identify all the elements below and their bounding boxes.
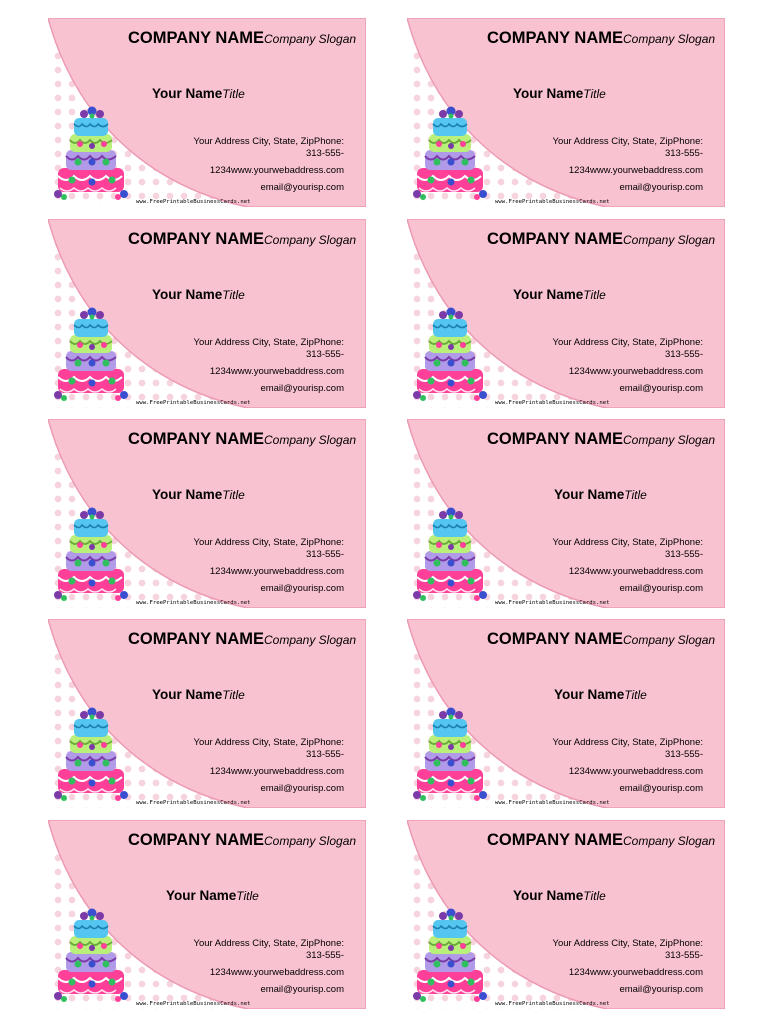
web-line: 1234www.yourwebaddress.com (568, 566, 703, 577)
person-name: Your Name (554, 687, 625, 702)
company-name: COMPANY NAME (487, 630, 623, 648)
company-line (487, 630, 715, 649)
wedding-cake-icon (52, 104, 132, 204)
company-name: COMPANY NAME (128, 430, 264, 448)
address-line: Your Address City, State, ZipPhone: (193, 938, 344, 949)
email-line: email@yourisp.com (260, 984, 344, 995)
company-line (128, 630, 356, 649)
phone-line: 313-555- (305, 148, 344, 159)
person-title: Title (624, 488, 647, 502)
email-line: email@yourisp.com (619, 182, 703, 193)
person-title: Title (222, 87, 245, 101)
contact-block (164, 938, 344, 996)
email-line: email@yourisp.com (260, 182, 344, 193)
company-slogan: Company Slogan (622, 633, 716, 647)
wedding-cake-icon (52, 505, 132, 605)
wedding-cake-icon (52, 906, 132, 1006)
footer-url: www.FreePrintableBusinessCards.net (495, 400, 610, 406)
company-name: COMPANY NAME (487, 430, 623, 448)
person-title: Title (222, 288, 245, 302)
company-slogan: Company Slogan (263, 433, 357, 447)
web-line: 1234www.yourwebaddress.com (568, 165, 703, 176)
person-title: Title (583, 889, 606, 903)
person-name: Your Name (513, 888, 584, 903)
phone-line: 313-555- (305, 749, 344, 760)
company-line (487, 430, 715, 449)
wedding-cake-icon (411, 906, 491, 1006)
company-line (128, 230, 356, 249)
footer-url: www.FreePrintableBusinessCards.net (495, 600, 610, 606)
footer-url: www.FreePrintableBusinessCards.net (136, 800, 251, 806)
company-name: COMPANY NAME (128, 831, 264, 849)
web-line: 1234www.yourwebaddress.com (568, 766, 703, 777)
business-card (407, 419, 725, 608)
wedding-cake-icon (52, 305, 132, 405)
web-line: 1234www.yourwebaddress.com (209, 165, 344, 176)
business-card (48, 219, 366, 408)
wedding-cake-icon (411, 705, 491, 805)
email-line: email@yourisp.com (260, 583, 344, 594)
person-title: Title (222, 488, 245, 502)
contact-block (523, 938, 703, 996)
company-slogan: Company Slogan (622, 834, 716, 848)
person-line (152, 286, 245, 304)
company-name: COMPANY NAME (487, 230, 623, 248)
phone-line: 313-555- (664, 148, 703, 159)
person-line (513, 286, 606, 304)
business-card (407, 820, 725, 1009)
business-card (48, 419, 366, 608)
footer-url: www.FreePrintableBusinessCards.net (495, 1001, 610, 1007)
person-name: Your Name (166, 888, 237, 903)
contact-block (164, 136, 344, 194)
web-line: 1234www.yourwebaddress.com (568, 366, 703, 377)
footer-url: www.FreePrintableBusinessCards.net (136, 600, 251, 606)
business-card (48, 619, 366, 808)
business-card (407, 619, 725, 808)
wedding-cake-icon (411, 305, 491, 405)
business-card (407, 219, 725, 408)
web-line: 1234www.yourwebaddress.com (209, 967, 344, 978)
company-slogan: Company Slogan (263, 32, 357, 46)
email-line: email@yourisp.com (619, 583, 703, 594)
email-line: email@yourisp.com (260, 383, 344, 394)
person-name: Your Name (513, 287, 584, 302)
person-name: Your Name (152, 287, 223, 302)
contact-block (164, 537, 344, 595)
company-line (128, 29, 356, 48)
address-line: Your Address City, State, ZipPhone: (193, 537, 344, 548)
person-line (554, 486, 647, 504)
person-title: Title (222, 688, 245, 702)
footer-url: www.FreePrintableBusinessCards.net (136, 199, 251, 205)
person-name: Your Name (152, 487, 223, 502)
company-line (487, 29, 715, 48)
company-name: COMPANY NAME (487, 29, 623, 47)
email-line: email@yourisp.com (619, 984, 703, 995)
phone-line: 313-555- (664, 349, 703, 360)
email-line: email@yourisp.com (619, 383, 703, 394)
company-slogan: Company Slogan (263, 834, 357, 848)
company-line (128, 430, 356, 449)
company-slogan: Company Slogan (622, 233, 716, 247)
phone-line: 313-555- (664, 549, 703, 560)
person-name: Your Name (513, 86, 584, 101)
company-name: COMPANY NAME (487, 831, 623, 849)
person-title: Title (236, 889, 259, 903)
person-line (513, 887, 606, 905)
company-slogan: Company Slogan (622, 433, 716, 447)
company-line (487, 230, 715, 249)
wedding-cake-icon (52, 705, 132, 805)
person-name: Your Name (152, 687, 223, 702)
address-line: Your Address City, State, ZipPhone: (552, 537, 703, 548)
wedding-cake-icon (411, 104, 491, 204)
company-line (487, 831, 715, 850)
person-line (152, 486, 245, 504)
person-title: Title (583, 87, 606, 101)
person-title: Title (583, 288, 606, 302)
company-name: COMPANY NAME (128, 230, 264, 248)
web-line: 1234www.yourwebaddress.com (209, 366, 344, 377)
phone-line: 313-555- (305, 549, 344, 560)
web-line: 1234www.yourwebaddress.com (568, 967, 703, 978)
person-name: Your Name (554, 487, 625, 502)
contact-block (523, 537, 703, 595)
phone-line: 313-555- (664, 950, 703, 961)
company-slogan: Company Slogan (263, 233, 357, 247)
address-line: Your Address City, State, ZipPhone: (193, 136, 344, 147)
wedding-cake-icon (411, 505, 491, 605)
phone-line: 313-555- (664, 749, 703, 760)
address-line: Your Address City, State, ZipPhone: (193, 737, 344, 748)
phone-line: 313-555- (305, 950, 344, 961)
footer-url: www.FreePrintableBusinessCards.net (136, 1001, 251, 1007)
contact-block (523, 337, 703, 395)
contact-block (164, 337, 344, 395)
business-card (48, 18, 366, 207)
person-line (513, 85, 606, 103)
company-name: COMPANY NAME (128, 29, 264, 47)
address-line: Your Address City, State, ZipPhone: (552, 938, 703, 949)
contact-block (164, 737, 344, 795)
phone-line: 313-555- (305, 349, 344, 360)
contact-block (523, 136, 703, 194)
business-card (407, 18, 725, 207)
company-line (128, 831, 356, 850)
address-line: Your Address City, State, ZipPhone: (552, 337, 703, 348)
person-line (152, 686, 245, 704)
person-line (554, 686, 647, 704)
footer-url: www.FreePrintableBusinessCards.net (495, 199, 610, 205)
company-slogan: Company Slogan (263, 633, 357, 647)
business-card (48, 820, 366, 1009)
email-line: email@yourisp.com (260, 783, 344, 794)
person-title: Title (624, 688, 647, 702)
email-line: email@yourisp.com (619, 783, 703, 794)
footer-url: www.FreePrintableBusinessCards.net (495, 800, 610, 806)
company-name: COMPANY NAME (128, 630, 264, 648)
contact-block (523, 737, 703, 795)
web-line: 1234www.yourwebaddress.com (209, 566, 344, 577)
company-slogan: Company Slogan (622, 32, 716, 46)
person-line (166, 887, 259, 905)
address-line: Your Address City, State, ZipPhone: (193, 337, 344, 348)
footer-url: www.FreePrintableBusinessCards.net (136, 400, 251, 406)
person-line (152, 85, 245, 103)
address-line: Your Address City, State, ZipPhone: (552, 136, 703, 147)
web-line: 1234www.yourwebaddress.com (209, 766, 344, 777)
person-name: Your Name (152, 86, 223, 101)
address-line: Your Address City, State, ZipPhone: (552, 737, 703, 748)
